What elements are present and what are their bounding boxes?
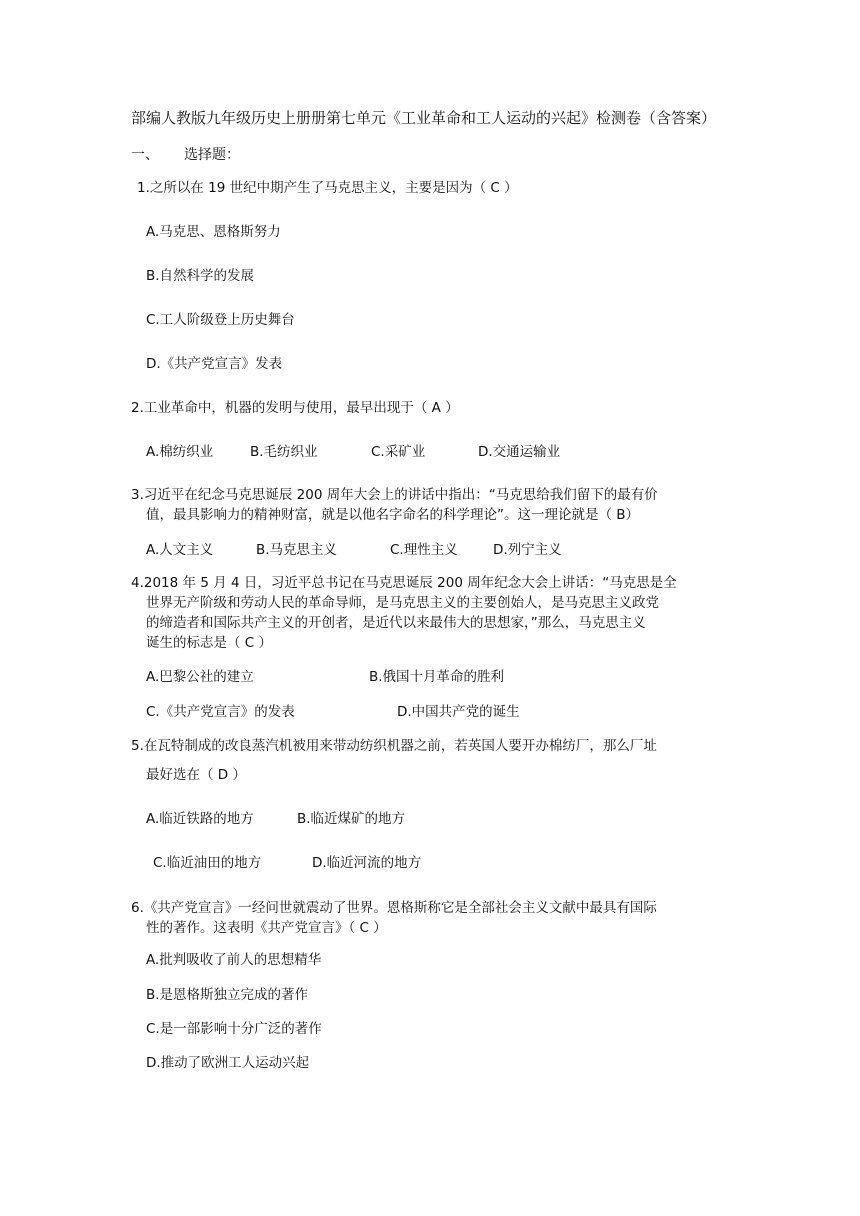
question-5-option-a: A.临近铁路的地方 — [146, 811, 254, 827]
question-4-stem-line-4: 诞生的标志是（ C ） — [146, 635, 273, 651]
question-6-option-d: D.推动了欧洲工人运动兴起 — [146, 1055, 310, 1071]
question-5-option-c: C.临近油田的地方 — [153, 855, 262, 871]
question-4-option-d: D.中国共产党的诞生 — [397, 704, 520, 720]
question-3-stem-line-1: 3.习近平在纪念马克思诞辰 200 周年大会上的讲话中指出：“马克思给我们留下的最有价 — [131, 487, 658, 503]
section-number: 一、 — [131, 147, 159, 163]
question-1-option-b: B.自然科学的发展 — [146, 268, 255, 284]
question-1-option-a: A.马克思、恩格斯努力 — [146, 224, 281, 240]
question-2-stem: 2.工业革命中，机器的发明与使用，最早出现于（ A ） — [131, 400, 459, 416]
question-6-option-b: B.是恩格斯独立完成的著作 — [146, 987, 309, 1003]
document-title: 部编人教版九年级历史上册册第七单元《工业革命和工人运动的兴起》检测卷（含答案） — [131, 109, 717, 127]
question-4-option-c: C.《共产党宣言》的发表 — [146, 704, 295, 720]
question-2-option-b: B.毛纺织业 — [250, 444, 318, 460]
question-3-option-c: C.理性主义 — [390, 542, 458, 558]
question-4-option-a: A.巴黎公社的建立 — [146, 669, 254, 685]
question-4-stem-line-2: 世界无产阶级和劳动人民的革命导师，是马克思主义的主要创始人，是马克思主义政党 — [146, 595, 659, 611]
section-heading: 选择题： — [184, 147, 240, 163]
question-5-stem-line-2: 最好选在（ D ） — [146, 767, 246, 783]
question-4-option-b: B.俄国十月革命的胜利 — [369, 669, 505, 685]
question-6-stem-line-1: 6.《共产党宣言》一经问世就震动了世界。恩格斯称它是全部社会主义文献中最具有国际 — [131, 900, 657, 916]
question-5-option-d: D.临近河流的地方 — [312, 855, 422, 871]
question-6-option-c: C.是一部影响十分广泛的著作 — [146, 1021, 322, 1037]
question-3-option-a: A.人文主义 — [146, 542, 214, 558]
question-4-stem-line-3: 的缔造者和国际共产主义的开创者，是近代以来最伟大的思想家，”那么，马克思主义 — [146, 615, 646, 631]
question-3-stem-line-2: 值，最具影响力的精神财富，就是以他名字命名的科学理论”。这一理论就是（ B） — [146, 507, 640, 523]
question-3-option-d: D.列宁主义 — [493, 542, 562, 558]
question-1-option-c: C.工人阶级登上历史舞台 — [146, 312, 295, 328]
question-5-option-b: B.临近煤矿的地方 — [297, 811, 406, 827]
question-6-stem-line-2: 性的著作。这表明《共产党宣言》（ C ） — [146, 920, 387, 936]
question-4-stem-line-1: 4.2018 年 5 月 4 日，习近平总书记在马克思诞辰 200 周年纪念大会上讲话：“马克思是全 — [131, 575, 677, 591]
question-6-option-a: A.批判吸收了前人的思想精华 — [146, 952, 322, 968]
question-1-stem: 1.之所以在 19 世纪中期产生了马克思主义，主要是因为（ C ） — [137, 180, 518, 196]
question-2-option-d: D.交通运输业 — [478, 444, 561, 460]
question-5-stem-line-1: 5.在瓦特制成的改良蒸汽机被用来带动纺织机器之前，若英国人要开办棉纺厂，那么厂址 — [131, 738, 657, 754]
question-1-option-d: D.《共产党宣言》发表 — [146, 356, 283, 372]
question-2-option-c: C.采矿业 — [371, 444, 426, 460]
question-3-option-b: B.马克思主义 — [256, 542, 338, 558]
question-2-option-a: A.棉纺织业 — [146, 444, 214, 460]
